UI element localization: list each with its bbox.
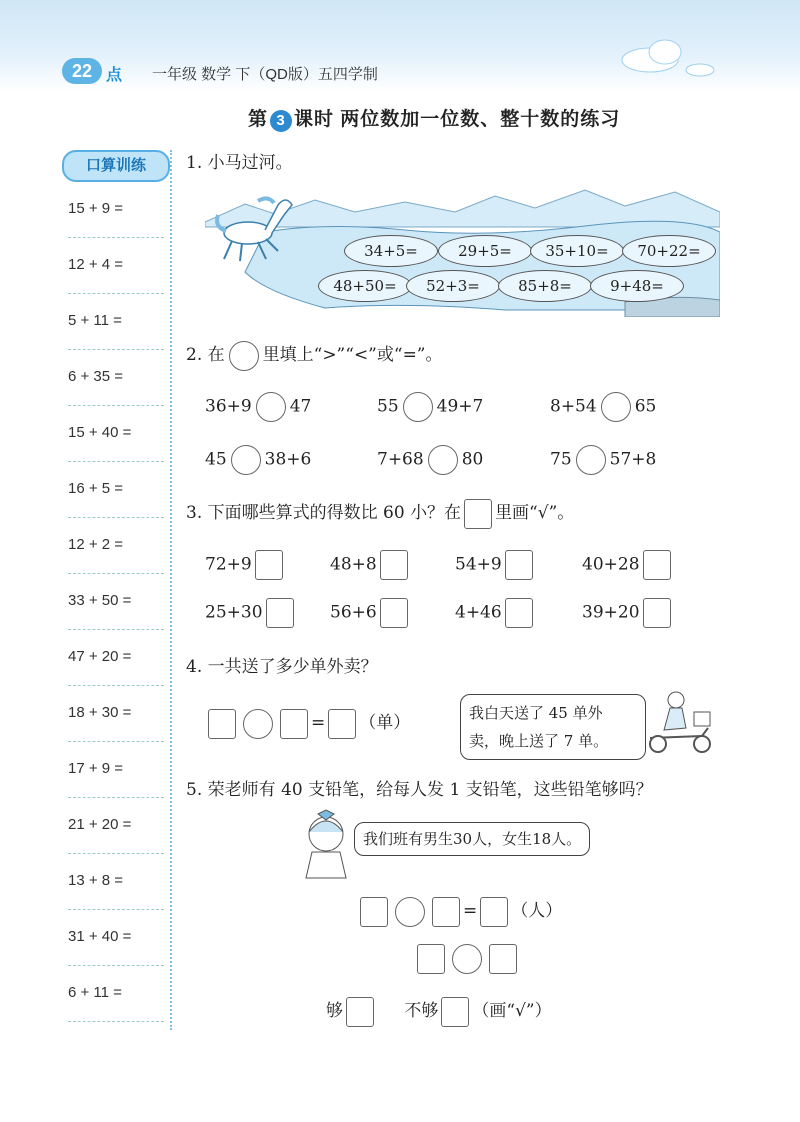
check-box[interactable] [380,598,408,628]
answer-box[interactable] [432,897,460,927]
check-item: 54+9 [455,550,536,580]
compare-circle[interactable] [452,944,482,974]
drill-item: 12 + 2 = [68,517,164,574]
answer-box[interactable] [417,944,445,974]
answer-circle[interactable] [256,392,286,422]
drill-item: 12 + 4 = [68,237,164,294]
drill-item: 47 + 20 = [68,629,164,686]
check-box[interactable] [505,550,533,580]
drill-item: 21 + 20 = [68,797,164,854]
compare-item: 45 38+6 [205,445,311,475]
compare-item: 75 57+8 [550,445,656,475]
brand-logo: 点 [106,67,123,84]
check-box[interactable] [643,598,671,628]
compare-item: 7+68 80 [377,445,483,475]
compare-item: 36+9 47 [205,392,311,422]
q5-answer: 够 不够 （画“√”） [326,996,552,1027]
girl-icon [296,808,356,880]
check-box[interactable] [380,550,408,580]
drill-item: 6 + 11 = [68,965,164,1022]
answer-circle[interactable] [576,445,606,475]
q4-equation: = （单） [205,708,410,739]
book-title: 一年级 数学 下（QD版）五四学制 [152,66,378,83]
lesson-prefix: 第 [248,109,269,130]
stepping-stone: 29+5= [438,235,532,267]
q5-compare [414,944,520,974]
operator-circle[interactable] [243,709,273,739]
check-box[interactable] [266,598,294,628]
stepping-stone: 34+5= [344,235,438,267]
stepping-stone: 52+3= [406,270,500,302]
check-item: 40+28 [582,550,674,580]
cloud-icon [610,30,720,80]
answer-box[interactable] [360,897,388,927]
drill-item: 16 + 5 = [68,461,164,518]
stepping-stone: 35+10= [530,235,624,267]
sidebar-divider [170,150,172,1030]
lesson-number: 3 [270,110,292,132]
check-box[interactable] [505,598,533,628]
answer-circle[interactable] [231,445,261,475]
check-box[interactable] [643,550,671,580]
drill-item: 33 + 50 = [68,573,164,630]
q5-title: 5. 荣老师有 40 支铅笔，给每人发 1 支铅笔，这些铅笔够吗？ [186,780,653,800]
stepping-stone: 70+22= [622,235,716,267]
answer-circle[interactable] [428,445,458,475]
lesson-title-text: 课时 两位数加一位数、整十数的练习 [294,109,621,130]
compare-item: 8+54 65 [550,392,656,422]
check-item: 48+8 [330,550,411,580]
drill-item: 15 + 40 = [68,405,164,462]
answer-circle[interactable] [403,392,433,422]
stepping-stone: 85+8= [498,270,592,302]
check-item: 25+30 [205,598,297,628]
drill-item: 17 + 9 = [68,741,164,798]
q2-title: 2. 在 里填上“>”“<”或“=”。 [186,340,443,371]
speech-bubble: 我们班有男生30人，女生18人。 [354,822,590,856]
check-box[interactable] [255,550,283,580]
compare-item: 55 49+7 [377,392,483,422]
enough-box[interactable] [346,997,374,1027]
check-item: 72+9 [205,550,286,580]
speech-bubble: 我白天送了 45 单外 卖，晚上送了 7 单。 [460,694,646,760]
q5-equation: = （人） [357,896,562,927]
not-enough-box[interactable] [441,997,469,1027]
answer-circle[interactable] [601,392,631,422]
drill-item: 13 + 8 = [68,853,164,910]
drill-item: 6 + 35 = [68,349,164,406]
drill-item: 5 + 11 = [68,293,164,350]
operator-circle[interactable] [395,897,425,927]
drill-item: 15 + 9 = [68,181,164,238]
q3-title: 3. 下面哪些算式的得数比 60 小？在 里画“√”。 [186,498,574,529]
answer-box[interactable] [208,709,236,739]
answer-box[interactable] [280,709,308,739]
stepping-stone: 48+50= [318,270,412,302]
answer-box[interactable] [328,709,356,739]
drill-item: 18 + 30 = [68,685,164,742]
q4-title: 4. 一共送了多少单外卖？ [186,657,378,677]
check-item: 56+6 [330,598,411,628]
answer-box[interactable] [480,897,508,927]
q1-title: 1. 小马过河。 [186,153,293,173]
answer-circle [229,341,259,371]
lesson-title [248,104,620,132]
stepping-stone: 9+48= [590,270,684,302]
answer-box [464,499,492,529]
check-item: 4+46 [455,598,536,628]
page-number: 22 [62,58,102,84]
answer-box[interactable] [489,944,517,974]
check-item: 39+20 [582,598,674,628]
drill-item: 31 + 40 = [68,909,164,966]
delivery-scooter-icon [642,690,718,756]
horse-icon [210,185,295,263]
sidebar-badge: 口算训练 [62,150,170,182]
